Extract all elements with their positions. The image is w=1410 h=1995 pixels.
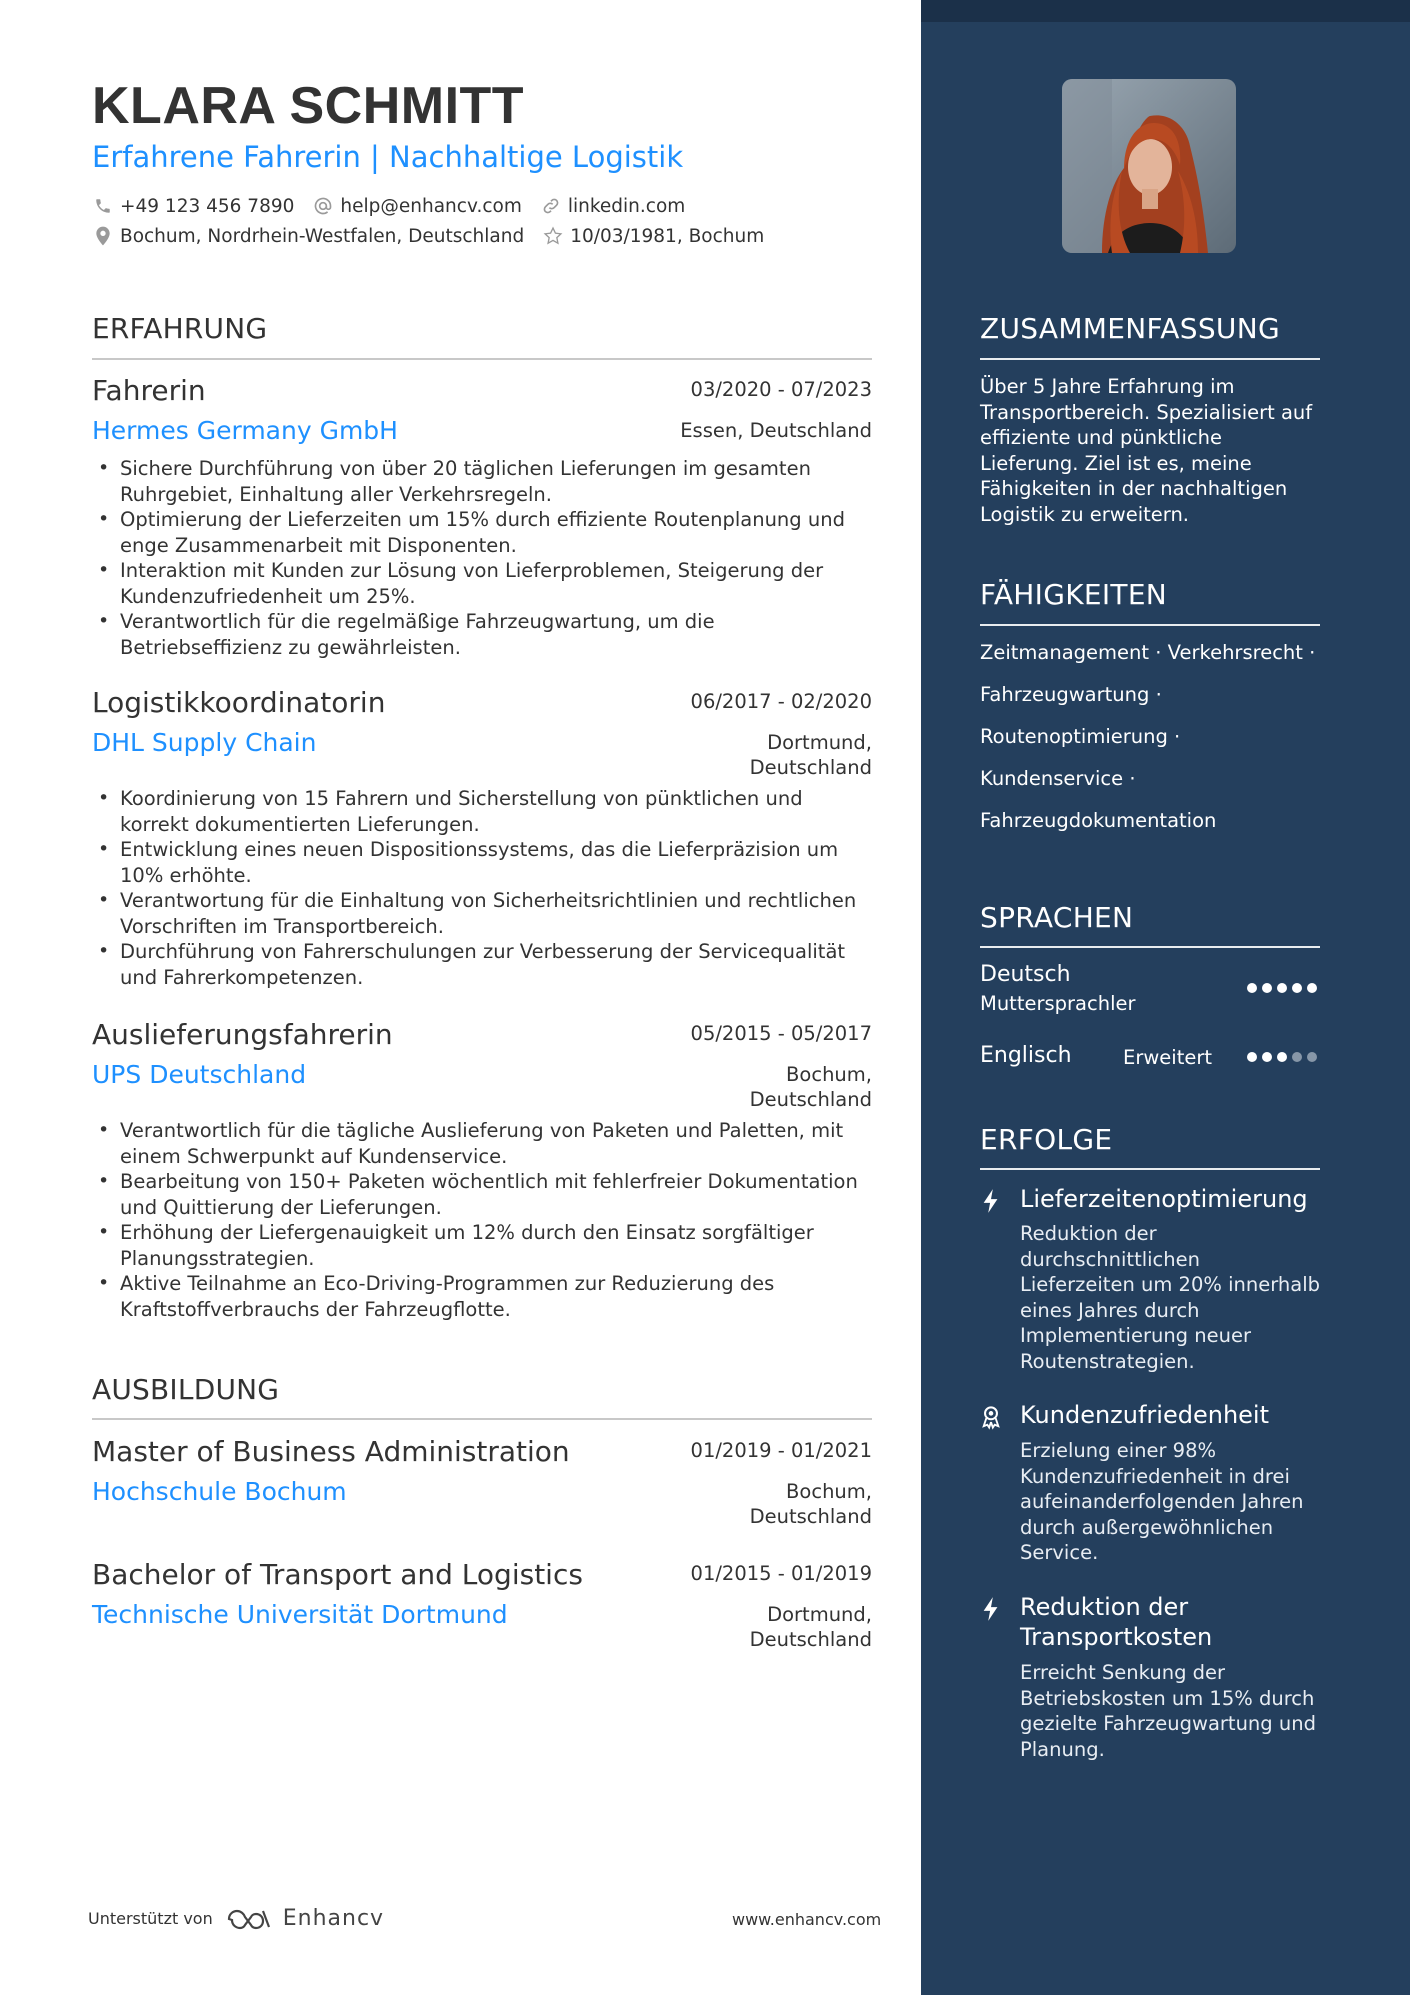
job-location (750, 1062, 872, 1112)
job-location (680, 418, 872, 443)
education-school[interactable]: Hochschule Bochum (92, 1477, 347, 1506)
rating-dot-filled (1247, 1052, 1257, 1062)
achievement-title: Reduktion der Transportkosten (1020, 1593, 1213, 1651)
rating-dot-empty (1292, 1052, 1302, 1062)
at-icon (312, 195, 334, 217)
job-location (750, 730, 872, 780)
link-icon (540, 195, 562, 217)
achievements-title: ERFOLGE (980, 1123, 1113, 1156)
powered-by-text: Unterstützt von (88, 1909, 213, 1928)
language-rating (1247, 1052, 1322, 1062)
summary-title: ZUSAMMENFASSUNG (980, 312, 1280, 345)
language-level: Muttersprachler (980, 992, 1136, 1015)
contact-row-1 (92, 193, 703, 219)
job-dates: 05/2015 - 05/2017 (690, 1022, 872, 1045)
job-bullets (92, 786, 872, 990)
job-location-line: Dortmund, (767, 731, 872, 754)
job-location-line: Deutschland (749, 1088, 872, 1111)
education-divider (92, 1418, 872, 1420)
job-bullet: • Koordinierung von 15 Fahrern und Sicherstellung von pünktlichen und korrekt dokumentierten Lieferungen. (92, 786, 872, 837)
achievement-text: Erreicht Senkung der Betriebskosten um 15% durch gezielte Fahrzeugwartung und Planung. (1020, 1661, 1316, 1761)
job-company[interactable]: Hermes Germany GmbH (92, 416, 398, 445)
education-degree: Master of Business Administration (92, 1435, 570, 1468)
candidate-name: KLARA SCHMITT (92, 77, 525, 135)
language-name: Deutsch (980, 962, 1071, 987)
lightning-icon (980, 1596, 1002, 1622)
contact-linkedin[interactable] (540, 195, 685, 217)
skill-line: Kundenservice · (980, 767, 1136, 790)
rating-dot-filled (1262, 983, 1272, 993)
brand-name: Enhancv (282, 1906, 385, 1931)
experience-title: ERFAHRUNG (92, 312, 268, 345)
job-location-line: Deutschland (749, 756, 872, 779)
job-bullet: • Sichere Durchführung von über 20 täglichen Lieferungen im gesamten Ruhrgebiet, Einhaltung aller Verkehrsregeln. (92, 456, 872, 507)
rating-dot-filled (1307, 983, 1317, 993)
summary-text: Über 5 Jahre Erfahrung im Transportbereich. Spezialisiert auf effiziente und pünktliche Lieferung. Ziel ist es, meine Fähigkeiten in der nachhaltigen Logistik zu erweitern. (980, 375, 1313, 526)
job-location-line: Essen, Deutschland (680, 419, 872, 442)
job-bullets (92, 456, 872, 660)
skill-line: Fahrzeugdokumentation (980, 809, 1217, 832)
contact-phone (92, 195, 294, 217)
email-text: help@enhancv.com (340, 195, 522, 217)
languages-title: SPRACHEN (980, 901, 1134, 934)
job-dates: 03/2020 - 07/2023 (690, 378, 872, 401)
experience-divider (92, 358, 872, 360)
footer-website[interactable]: www.enhancv.com (732, 1910, 882, 1929)
contact-row-2 (92, 223, 782, 249)
summary-divider (980, 358, 1320, 360)
job-company[interactable]: UPS Deutschland (92, 1060, 307, 1089)
language-name: Englisch (980, 1043, 1072, 1068)
skill-line: Zeitmanagement · Verkehrsrecht · (980, 641, 1316, 664)
education-dates: 01/2015 - 01/2019 (690, 1562, 872, 1585)
rating-dot-filled (1262, 1052, 1272, 1062)
achievements-divider (980, 1168, 1320, 1170)
job-role: Auslieferungsfahrerin (92, 1018, 393, 1051)
job-bullet: • Bearbeitung von 150+ Paketen wöchentlich mit fehlerfreier Dokumentation und Quittierung der Lieferungen. (92, 1169, 872, 1220)
lightning-icon (980, 1188, 1002, 1214)
sidebar (921, 0, 1410, 1995)
birth-text: 10/03/1981, Bochum (570, 225, 765, 247)
award-icon (980, 1404, 1002, 1430)
education-title: AUSBILDUNG (92, 1373, 280, 1406)
education-location-line: Dortmund, (767, 1603, 872, 1626)
enhancv-logo-icon (225, 1907, 273, 1931)
rating-dot-filled (1247, 983, 1257, 993)
education-location-line: Bochum, (786, 1480, 872, 1503)
skills-divider (980, 624, 1320, 626)
languages-divider (980, 946, 1320, 948)
job-bullet: • Verantwortlich für die tägliche Auslieferung von Paketen und Paletten, mit einem Schwerpunkt auf Kundenservice. (92, 1118, 872, 1169)
education-degree: Bachelor of Transport and Logistics (92, 1558, 583, 1591)
job-bullet: • Aktive Teilnahme an Eco-Driving-Programmen zur Reduzierung des Kraftstoffverbrauchs der Fahrzeugflotte. (92, 1271, 872, 1322)
job-company[interactable]: DHL Supply Chain (92, 728, 317, 757)
job-bullet: • Erhöhung der Liefergenauigkeit um 12% durch den Einsatz sorgfältiger Planungsstrategien. (92, 1220, 872, 1271)
contact-birth (542, 225, 764, 247)
contact-email[interactable] (312, 195, 521, 217)
job-bullet: • Verantwortlich für die regelmäßige Fahrzeugwartung, um die Betriebseffizienz zu gewährleisten. (92, 609, 872, 660)
language-rating (1247, 983, 1322, 993)
rating-dot-filled (1292, 983, 1302, 993)
job-bullet: • Verantwortung für die Einhaltung von Sicherheitsrichtlinien und rechtlichen Vorschriften im Transportbereich. (92, 888, 872, 939)
sidebar-top-band (921, 0, 1410, 22)
skill-line: Fahrzeugwartung · (980, 683, 1162, 706)
footer-powered-by (88, 1906, 384, 1931)
skill-line: Routenoptimierung · (980, 725, 1181, 748)
contact-location (92, 225, 524, 247)
location-text: Bochum, Nordrhein-Westfalen, Deutschland (120, 225, 525, 247)
job-location-line: Bochum, (786, 1063, 872, 1086)
job-bullet: • Durchführung von Fahrerschulungen zur Verbesserung der Servicequalität und Fahrerkompetenzen. (92, 939, 872, 990)
job-bullet: • Entwicklung eines neuen Dispositionssystems, das die Lieferpräzision um 10% erhöhte. (92, 837, 872, 888)
education-location-line: Deutschland (749, 1628, 872, 1651)
phone-text: +49 123 456 7890 (120, 195, 295, 217)
job-bullet: • Interaktion mit Kunden zur Lösung von Lieferproblemen, Steigerung der Kundenzufriedenheit um 25%. (92, 558, 872, 609)
education-location-line: Deutschland (749, 1505, 872, 1528)
linkedin-text: linkedin.com (567, 195, 686, 217)
candidate-headline: Erfahrene Fahrerin | Nachhaltige Logistik (92, 140, 684, 174)
achievement-title: Lieferzeitenoptimierung (1020, 1185, 1308, 1213)
profile-photo (1062, 79, 1236, 253)
job-bullet: • Optimierung der Lieferzeiten um 15% durch effiziente Routenplanung und enge Zusammenarbeit mit Disponenten. (92, 507, 872, 558)
location-pin-icon (92, 225, 114, 247)
education-location (750, 1602, 872, 1652)
education-school[interactable]: Technische Universität Dortmund (92, 1600, 508, 1629)
star-icon (542, 225, 564, 247)
education-location (750, 1479, 872, 1529)
achievement-text: Erzielung einer 98% Kundenzufriedenheit in drei aufeinanderfolgenden Jahren durch außergewöhnlichen Service. (1020, 1439, 1304, 1564)
phone-icon (92, 195, 114, 217)
skills-title: FÄHIGKEITEN (980, 578, 1168, 611)
job-bullets (92, 1118, 872, 1322)
achievement-text: Reduktion der durchschnittlichen Lieferzeiten um 20% innerhalb eines Jahres durch Implementierung neuer Routenstrategien. (1020, 1222, 1321, 1373)
rating-dot-filled (1277, 983, 1287, 993)
job-dates: 06/2017 - 02/2020 (690, 690, 872, 713)
job-role: Logistikkoordinatorin (92, 686, 386, 719)
job-role: Fahrerin (92, 374, 206, 407)
language-level: Erweitert (1123, 1046, 1213, 1069)
achievement-title: Kundenzufriedenheit (1020, 1401, 1269, 1429)
education-dates: 01/2019 - 01/2021 (690, 1439, 872, 1462)
rating-dot-filled (1277, 1052, 1287, 1062)
rating-dot-empty (1307, 1052, 1317, 1062)
